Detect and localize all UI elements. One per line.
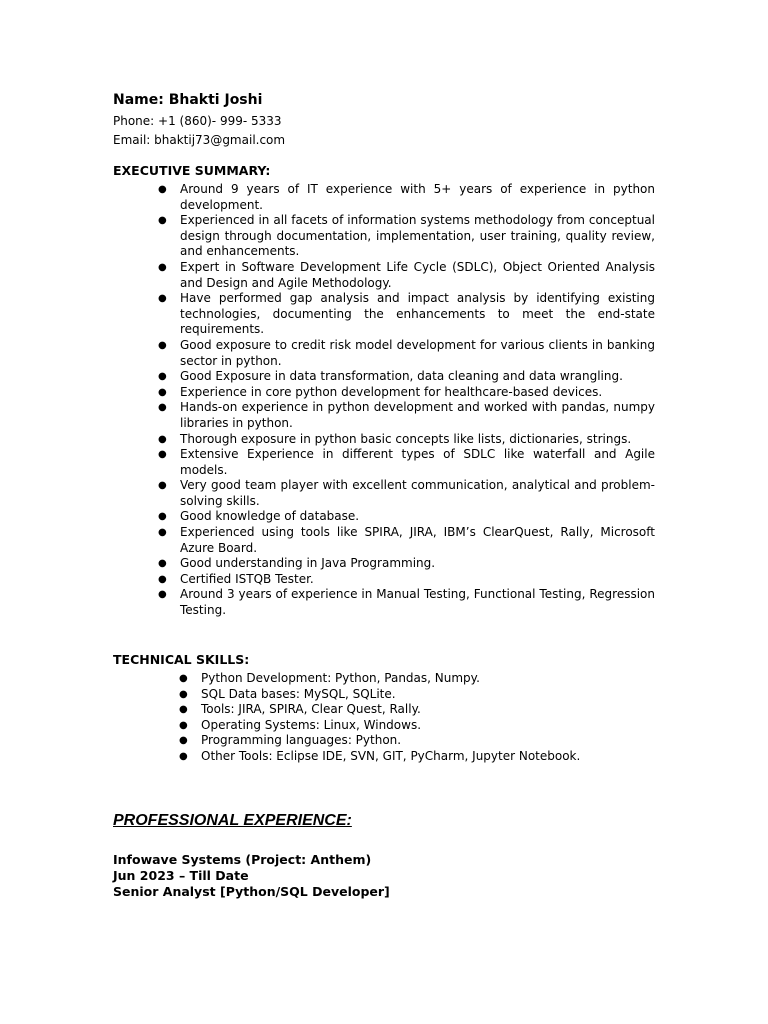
list-item: ● Experience in core python development for healthcare-based devices.	[158, 384, 603, 399]
list-item: ● Hands-on experience in python development and worked with pandas, numpy libraries in python.	[158, 400, 655, 430]
list-item: ● Good exposure to credit risk model development for various clients in banking sector in python.	[158, 337, 655, 368]
bullet-icon: ●	[158, 511, 167, 523]
list-item: ● Very good team player with excellent communication, analytical and problem-solving skills.	[158, 478, 655, 508]
list-item: ● Around 3 years of experience in Manual Testing, Functional Testing, Regression Testing.	[158, 587, 655, 618]
technical-skills-list	[178, 671, 658, 765]
list-item: ● Certified ISTQB Tester.	[158, 571, 314, 586]
technical-skills-heading: TECHNICAL SKILLS:	[113, 652, 250, 667]
candidate-name: Name: Bhakti Joshi	[113, 92, 263, 108]
bullet-icon: ●	[158, 527, 167, 539]
job-company: Infowave Systems (Project: Anthem)	[113, 852, 372, 867]
bullet-icon: ●	[158, 589, 167, 601]
list-item: ● Operating Systems: Linux, Windows.	[179, 717, 422, 732]
list-item: ● Other Tools: Eclipse IDE, SVN, GIT, PyCharm, Jupyter Notebook.	[179, 748, 581, 763]
bullet-icon: ●	[158, 449, 167, 461]
list-item: ● Have performed gap analysis and impact analysis by identifying existing technologies, documenting the enhancements to meet the end-state requirements.	[158, 291, 655, 337]
bullet-icon: ●	[158, 386, 167, 398]
list-item: ● Good understanding in Java Programming.	[158, 556, 436, 571]
list-item: ● Expert in Software Development Life Cycle (SDLC), Object Oriented Analysis and Design and Agile Methodology.	[158, 259, 655, 290]
bullet-icon: ●	[158, 215, 167, 227]
list-item: ● Tools: JIRA, SPIRA, Clear Quest, Rally.	[179, 702, 421, 717]
bullet-icon: ●	[158, 339, 167, 351]
bullet-icon: ●	[158, 480, 167, 492]
email-line: Email: bhaktij73@gmail.com	[113, 133, 286, 147]
bullet-icon: ●	[158, 261, 167, 273]
list-item: ● Thorough exposure in python basic concepts like lists, dictionaries, strings.	[158, 431, 632, 446]
bullet-icon: ●	[158, 371, 167, 383]
list-item: ● SQL Data bases: MySQL, SQLite.	[179, 686, 396, 701]
list-item: ● Good knowledge of database.	[158, 509, 360, 524]
bullet-icon: ●	[158, 573, 167, 585]
executive-summary-list	[157, 182, 655, 619]
bullet-icon: ●	[179, 704, 188, 716]
bullet-icon: ●	[158, 433, 167, 445]
phone-line: Phone: +1 (860)- 999- 5333	[113, 114, 282, 128]
bullet-icon: ●	[179, 673, 188, 684]
list-item: ● Experienced in all facets of information systems methodology from conceptual design through documentation, implementation, user training, quality review, and enhancements.	[158, 213, 655, 259]
list-item: ● Around 9 years of IT experience with 5+ years of experience in python development.	[158, 182, 655, 212]
bullet-icon: ●	[179, 735, 188, 747]
bullet-icon: ●	[158, 558, 167, 570]
job-role: Senior Analyst [Python/SQL Developer]	[113, 884, 390, 899]
executive-summary-heading: EXECUTIVE SUMMARY:	[113, 163, 271, 178]
bullet-icon: ●	[158, 184, 167, 195]
job-dates: Jun 2023 – Till Date	[113, 868, 249, 883]
bullet-icon: ●	[158, 402, 167, 414]
bullet-icon: ●	[179, 719, 188, 731]
bullet-icon: ●	[158, 293, 167, 305]
list-item: ● Good Exposure in data transformation, data cleaning and data wrangling.	[158, 369, 623, 384]
list-item: ● Experienced using tools like SPIRA, JIRA, IBM’s ClearQuest, Rally, Microsoft Azure Board.	[158, 525, 655, 555]
professional-experience-heading: PROFESSIONAL EXPERIENCE:	[113, 812, 352, 829]
bullet-icon: ●	[179, 750, 188, 762]
list-item: ● Programming languages: Python.	[179, 733, 402, 748]
bullet-icon: ●	[179, 688, 188, 700]
list-item: ● Python Development: Python, Pandas, Numpy.	[179, 671, 480, 685]
list-item: ● Extensive Experience in different types of SDLC like waterfall and Agile models.	[158, 447, 655, 477]
